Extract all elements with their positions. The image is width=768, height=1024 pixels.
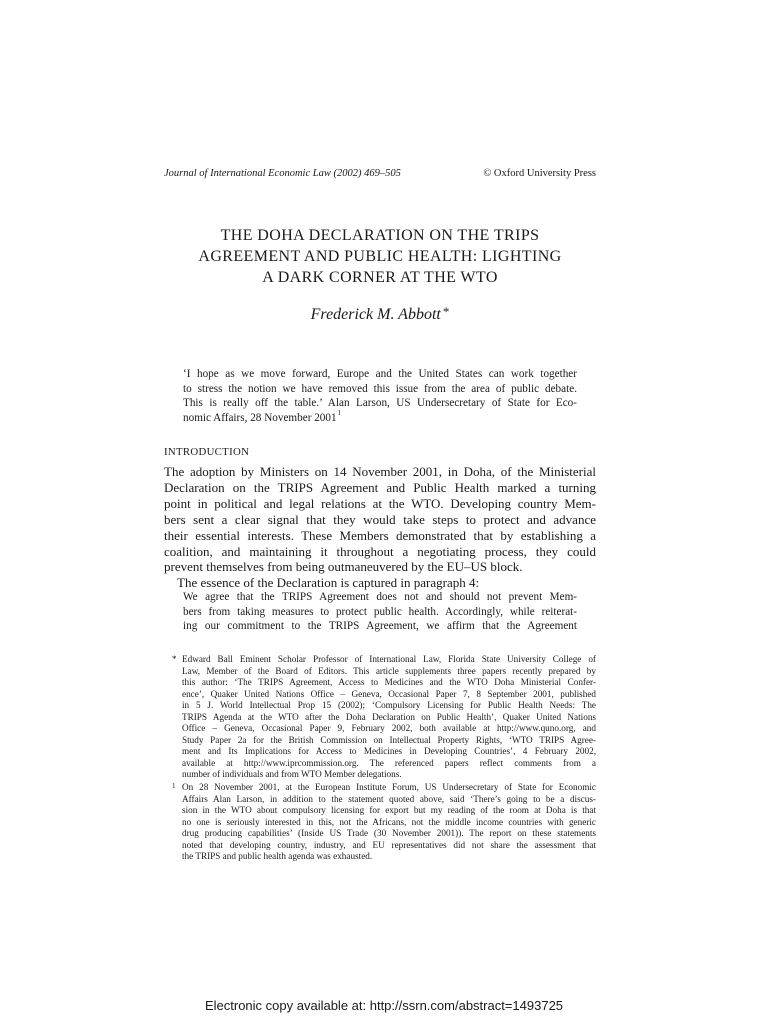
title-line: THE DOHA DECLARATION ON THE TRIPS [220, 227, 540, 244]
author-footnote-mark: * [442, 304, 450, 319]
footnote-line: no one is seriously interested in this, not the Africans, not the middle income countries with generic [182, 816, 596, 827]
quote-line: ing our commitment to the TRIPS Agreement, we affirm that the Agreement [183, 620, 577, 633]
quote-line: We agree that the TRIPS Agreement does not and should not prevent Mem- [183, 591, 577, 603]
quote-line: bers from taking measures to protect public health. Accordingly, while reiterat- [183, 605, 577, 618]
epigraph-line [183, 408, 577, 426]
epigraph-line-text: nomic Affairs, 28 November 2001 [183, 411, 337, 424]
body-line: The essence of the Declaration is captured in paragraph 4: [177, 575, 480, 591]
epigraph [183, 367, 577, 425]
footnote-line: On 28 November 2001, at the European Institute Forum, US Undersecretary of State for Economic [182, 782, 596, 792]
footnote-line: number of individuals and from WTO Member delegations. [182, 769, 402, 779]
footnote-line: Affairs Alan Larson, in addition to the statement quoted above, said ‘There’s going to be a discus- [182, 793, 596, 804]
footnote-line: the TRIPS and public health agenda was exhausted. [182, 851, 373, 861]
publisher-notice: © Oxford University Press [483, 168, 596, 179]
body-line: point in political and legal relations at the WTO. Developing country Mem- [164, 495, 596, 511]
running-head [164, 167, 596, 181]
body-line: prevent themselves from being outmaneuvered by the EU–US block. [164, 559, 523, 575]
intro-paragraph [164, 464, 596, 591]
footnote-line: Edward Ball Eminent Scholar Professor of International Law, Florida State University College of [182, 654, 596, 664]
footnote-line: in 5 J. World Intellectual Prop 15 (2002); ‘Compulsory Licensing for Public Health Needs: The [182, 700, 596, 710]
journal-citation: Journal of International Economic Law (2002) 469–505 [164, 168, 401, 179]
author-name: Frederick M. Abbott [310, 306, 441, 323]
footnote-line: TRIPS Agenda at the WTO after the Doha Declaration on Public Health’, Quaker United Nations [182, 711, 596, 722]
author-byline [164, 305, 596, 325]
body-line: bers sent a clear signal that they would take steps to protect and advance [164, 511, 596, 527]
footnote-line: ment and Its Implications for Access to Medicines in Developing Countries’, 4 February 2002, [182, 746, 596, 756]
title-line: A DARK CORNER AT THE WTO [262, 269, 498, 286]
ssrn-availability-note: Electronic copy available at: http://ssrn.com/abstract=1493725 [204, 998, 564, 1013]
footnote-line: Law, Member of the Board of Editors. This article supplements three papers recently prepared by [182, 665, 596, 676]
footnote-author [164, 654, 596, 781]
footnote-line: available at http://www.iprcommission.org. The referenced papers reflect comments from a [182, 757, 596, 768]
article-title [150, 225, 610, 288]
footnote-line: noted that developing country, industry, and EU representatives did not share the assessment that [182, 839, 596, 850]
footnotes [164, 654, 596, 864]
epigraph-line: ‘I hope as we move forward, Europe and the United States can work together [183, 368, 577, 380]
footnote-line: Study Paper 2a for the British Commission on Intellectual Property Rights, ‘WTO TRIPS Agree- [182, 734, 596, 745]
footnote-mark: * [172, 654, 177, 664]
footnote-line: this author: ‘The TRIPS Agreement, Access to Medicines and the WTO Doha Ministerial Confer- [182, 677, 596, 687]
footnote-line: Office – Geneva, Occasional Paper 9, February 2002, both available at http://www.quno.org, and [182, 723, 596, 733]
body-line: The adoption by Ministers on 14 November 2001, in Doha, of the Ministerial [164, 464, 596, 479]
footnote-line: sion in the WTO about compulsory licensing for export but my reading of the room at Doha is that [182, 805, 596, 815]
footnote-1 [164, 782, 596, 863]
body-line: Declaration on the TRIPS Agreement and Public Health marked a turning [164, 479, 596, 495]
footnote-line: drug producing capabilities’ (Inside US Trade (30 November 2001)). The report on these statements [182, 828, 596, 838]
section-heading: INTRODUCTION [164, 446, 250, 458]
footnote-line: ence’, Quaker United Nations Office – Geneva, Occasional Paper 7, 8 September 2001, published [182, 688, 596, 699]
epigraph-line: This is really off the table.’ Alan Larson, US Undersecretary of State for Eco- [183, 397, 577, 410]
title-line: AGREEMENT AND PUBLIC HEALTH: LIGHTING [198, 248, 562, 265]
footnote-mark: 1 [172, 782, 176, 790]
block-quote [183, 590, 577, 634]
body-line: coalition, and maintaining it throughout a negotiating process, they could [164, 543, 596, 559]
body-line: their essential interests. These Members demonstrated that by establishing a [164, 527, 596, 543]
footnote-reference: 1 [337, 408, 342, 417]
epigraph-line: to stress the notion we have removed this issue from the area of public debate. [183, 382, 577, 395]
